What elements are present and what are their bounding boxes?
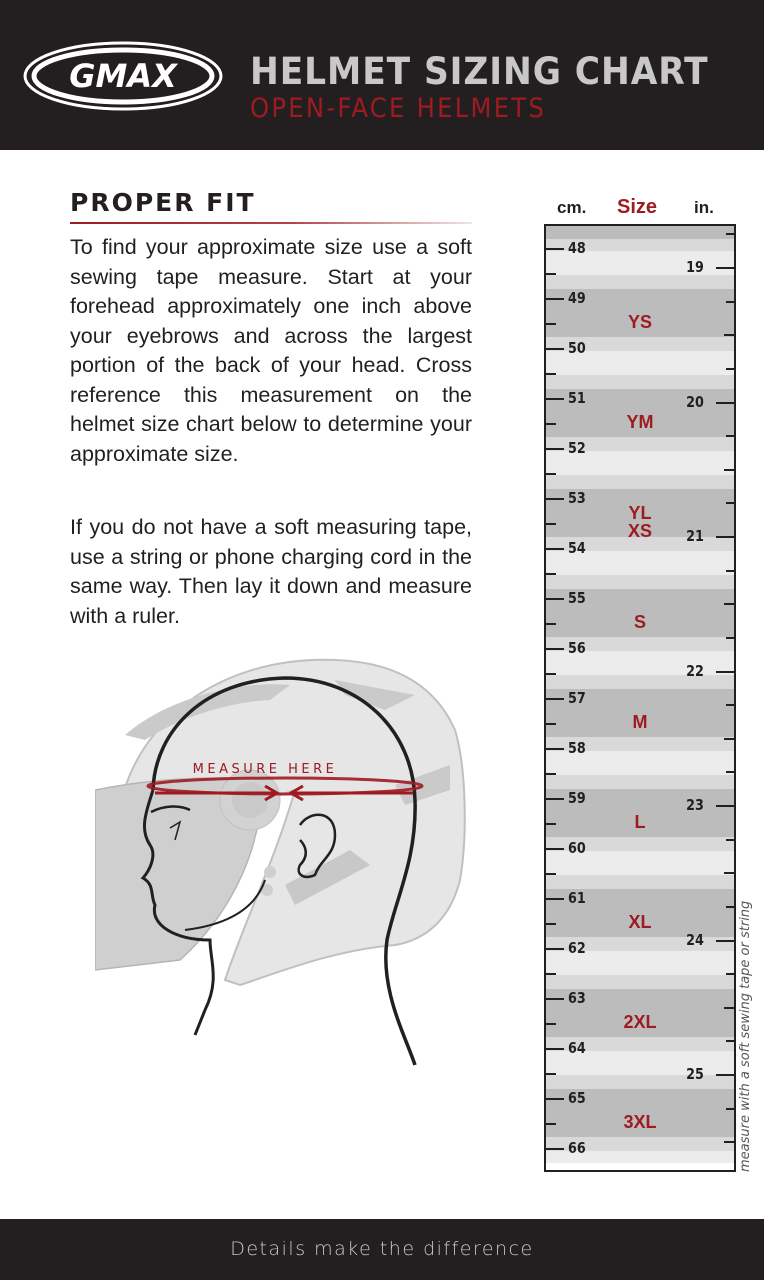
cm-label: 51 [568, 389, 586, 407]
cm-label: 64 [568, 1039, 586, 1057]
cm-tick [546, 373, 556, 375]
cm-label: 56 [568, 639, 586, 657]
inch-tick [726, 704, 734, 706]
cm-tick [546, 848, 564, 850]
cm-tick [546, 348, 564, 350]
cm-tick [546, 548, 564, 550]
cm-tick [546, 273, 556, 275]
inch-label: 19 [686, 258, 704, 276]
inch-tick [726, 368, 734, 370]
inch-label: 25 [686, 1065, 704, 1083]
gmax-logo [22, 40, 224, 112]
size-label: XL [628, 912, 652, 932]
inch-label: 23 [686, 796, 704, 814]
cm-label: 53 [568, 489, 586, 507]
ruler-band [546, 775, 734, 789]
cm-tick [546, 248, 564, 250]
cm-label: 49 [568, 289, 586, 307]
inch-label: 24 [686, 930, 704, 949]
ruler-band [546, 661, 734, 675]
inch-tick [726, 502, 734, 504]
cm-tick [546, 448, 564, 450]
size-label: 2XL [623, 1012, 657, 1032]
cm-tick [546, 948, 564, 950]
cm-tick [546, 998, 564, 1000]
cm-label: 60 [568, 839, 586, 857]
cm-tick [546, 698, 564, 700]
ruler-band [546, 975, 734, 989]
heading-underline [70, 222, 472, 224]
size-label: YM [626, 412, 654, 432]
ruler-band [546, 961, 734, 975]
size-label: L [634, 812, 646, 832]
cm-label: 63 [568, 989, 586, 1007]
section-heading: PROPER FIT [70, 188, 256, 217]
inch-tick [726, 435, 734, 437]
inch-tick [724, 872, 734, 874]
ruler-band [546, 361, 734, 375]
cm-tick [546, 423, 556, 425]
measure-side-note: measure with a soft sewing tape or string [738, 900, 753, 1172]
size-label: 3XL [623, 1112, 657, 1132]
inch-tick [716, 940, 734, 942]
inch-tick [716, 671, 734, 673]
inch-tick [716, 1074, 734, 1076]
inch-tick [726, 973, 734, 975]
size-label: YL XS [627, 503, 652, 541]
inch-tick [724, 603, 734, 605]
cm-label: 48 [568, 239, 586, 257]
ruler-band [546, 1061, 734, 1075]
ruler-band [546, 1075, 734, 1089]
inch-label: 22 [686, 661, 704, 680]
cm-tick [546, 523, 556, 525]
cm-label: 66 [568, 1139, 586, 1157]
ruler-band [546, 861, 734, 875]
cm-tick [546, 473, 556, 475]
inch-tick [724, 469, 734, 471]
alternative-paragraph: If you do not have a soft measuring tape, use a string or phone charging cord in the same way. Then lay it down and measure with a ruler. [70, 515, 472, 628]
size-label: M [632, 712, 648, 732]
ruler-band [546, 226, 734, 239]
cm-tick [546, 673, 556, 675]
ruler-band [546, 275, 734, 289]
inch-tick [726, 637, 734, 639]
cm-label: 55 [568, 589, 586, 607]
cm-tick [546, 648, 564, 650]
cm-tick [546, 1023, 556, 1025]
inch-label: 21 [686, 527, 704, 545]
inch-tick [726, 1040, 734, 1042]
header-banner [0, 0, 764, 150]
ruler-band [546, 761, 734, 775]
cm-label: 59 [568, 789, 586, 807]
helmet-head-illustration [95, 640, 475, 1080]
cm-tick [546, 723, 556, 725]
footer-tagline: Details make the difference [230, 1238, 534, 1260]
cm-label: 54 [568, 539, 586, 557]
ruler-band [546, 561, 734, 575]
cm-tick [546, 748, 564, 750]
size-label: YS [627, 312, 652, 332]
cm-tick [546, 598, 564, 600]
cm-tick [546, 798, 564, 800]
cm-tick [546, 498, 564, 500]
cm-label: 58 [568, 739, 586, 757]
ruler-band [546, 475, 734, 489]
inch-tick [724, 334, 734, 336]
inch-column-header: in. [694, 198, 714, 217]
inch-tick [724, 738, 734, 740]
inch-tick [726, 301, 734, 303]
cm-tick [546, 398, 564, 400]
ruler-band [546, 675, 734, 689]
inch-tick [724, 1007, 734, 1009]
inch-tick [716, 805, 734, 807]
svg-text:GMAX: GMAX [69, 57, 177, 95]
inch-tick [726, 233, 734, 235]
cm-tick [546, 973, 556, 975]
inch-tick [716, 267, 734, 269]
cm-column-header: cm. [557, 198, 587, 217]
inch-tick [726, 771, 734, 773]
cm-tick [546, 773, 556, 775]
page-subtitle: OPEN-FACE HELMETS [250, 93, 547, 124]
ruler-band [546, 261, 734, 275]
cm-tick [546, 1148, 564, 1150]
cm-tick [546, 923, 556, 925]
inch-tick [726, 570, 734, 572]
ruler-band [546, 575, 734, 589]
size-label: S [633, 612, 646, 632]
inch-tick [726, 1108, 734, 1110]
instructions-paragraph: To find your approximate size use a soft sewing tape measure. Start at your forehead approximately one inch above your eyebrows and across the largest portion of the back of your head. Cross reference this measurement on the helmet size chart below to determine your approximate size. [70, 235, 472, 466]
cm-tick [546, 298, 564, 300]
cm-label: 52 [568, 439, 586, 457]
cm-tick [546, 623, 556, 625]
cm-tick [546, 1123, 556, 1125]
inch-tick [726, 906, 734, 908]
cm-label: 50 [568, 339, 586, 357]
inch-tick [716, 536, 734, 538]
measure-here-label: MEASURE HERE [192, 762, 338, 777]
size-ruler [544, 224, 736, 1172]
inch-label: 20 [686, 392, 704, 411]
cm-tick [546, 573, 556, 575]
cm-label: 65 [568, 1089, 586, 1107]
cm-label: 61 [568, 889, 586, 907]
size-column-header: Size [617, 196, 658, 218]
cm-tick [546, 1048, 564, 1050]
cm-tick [546, 873, 556, 875]
cm-label: 57 [568, 689, 586, 707]
footer-banner [0, 1219, 764, 1280]
cm-tick [546, 898, 564, 900]
cm-tick [546, 1073, 556, 1075]
cm-tick [546, 1098, 564, 1100]
inch-tick [716, 402, 734, 404]
cm-tick [546, 323, 556, 325]
cm-tick [546, 823, 556, 825]
page-title: HELMET SIZING CHART [250, 50, 709, 93]
ruler-band [546, 375, 734, 389]
inch-tick [726, 839, 734, 841]
cm-label: 62 [568, 939, 586, 957]
ruler-band [546, 875, 734, 889]
ruler-band [546, 461, 734, 475]
inch-tick [724, 1141, 734, 1143]
